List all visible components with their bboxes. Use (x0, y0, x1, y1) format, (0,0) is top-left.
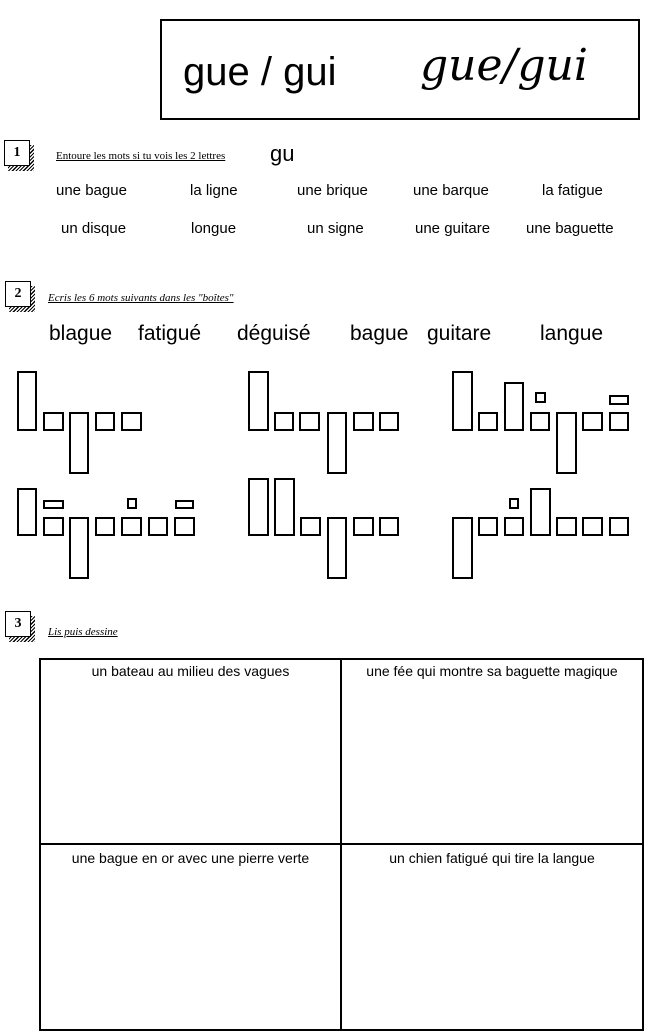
drawing-cell[interactable] (41, 660, 340, 843)
letter-box[interactable] (248, 478, 269, 536)
drawing-cell-caption: un bateau au milieu des vagues (91, 663, 290, 679)
letter-box[interactable] (509, 498, 519, 509)
letter-box[interactable] (174, 517, 195, 536)
letter-box[interactable] (556, 412, 577, 474)
letter-box[interactable] (17, 488, 37, 536)
exercise3-instruction: Lis puis dessine (48, 626, 118, 638)
word-item[interactable]: longue (191, 220, 237, 237)
word-item[interactable]: une baguette (526, 220, 614, 237)
letter-box[interactable] (478, 412, 498, 431)
letter-box[interactable] (175, 500, 194, 509)
letter-box[interactable] (535, 392, 546, 403)
letter-box[interactable] (556, 517, 577, 536)
letter-box[interactable] (327, 412, 347, 474)
exercise-number-1: 1 (4, 140, 30, 166)
letter-box[interactable] (95, 412, 115, 431)
letter-box[interactable] (127, 498, 137, 509)
letter-box[interactable] (299, 412, 320, 431)
word-item[interactable]: une barque (413, 182, 489, 199)
letter-box[interactable] (95, 517, 115, 536)
letter-box[interactable] (300, 517, 321, 536)
letter-box[interactable] (353, 517, 374, 536)
letter-box[interactable] (582, 517, 603, 536)
word-to-write: déguisé (237, 322, 311, 345)
letter-box[interactable] (353, 412, 374, 431)
word-to-write: guitare (427, 322, 492, 345)
letter-box[interactable] (609, 395, 629, 405)
drawing-cell-caption: un chien fatigué qui tire la langue (389, 850, 595, 866)
word-item[interactable]: un signe (307, 220, 364, 237)
letter-box[interactable] (609, 517, 629, 536)
letter-box[interactable] (327, 517, 347, 579)
letter-box[interactable] (504, 517, 524, 536)
letter-box[interactable] (452, 517, 473, 579)
letter-box[interactable] (478, 517, 498, 536)
letter-box[interactable] (248, 371, 269, 431)
letter-box[interactable] (121, 412, 142, 431)
drawing-cell-caption: une bague en or avec une pierre verte (71, 850, 310, 866)
letter-box[interactable] (148, 517, 168, 536)
drawing-cell[interactable] (41, 845, 340, 1029)
letter-box[interactable] (43, 500, 64, 509)
letter-box[interactable] (69, 412, 89, 474)
word-item[interactable]: une bague (56, 182, 127, 199)
letter-box[interactable] (379, 517, 399, 536)
letter-box[interactable] (582, 412, 603, 431)
word-item[interactable]: la fatigue (542, 182, 603, 199)
letter-box[interactable] (530, 412, 550, 431)
title-print: gue / gui (183, 50, 337, 94)
exercise2-instruction: Ecris les 6 mots suivants dans les "boîtes" (48, 292, 234, 304)
letter-box[interactable] (274, 478, 295, 536)
drawing-cell[interactable] (342, 660, 642, 843)
title-cursive: gue/gui (420, 40, 588, 91)
letter-box[interactable] (609, 412, 629, 431)
letter-box[interactable] (43, 412, 64, 431)
exercise-number-3: 3 (5, 611, 31, 637)
word-to-write: blague (49, 322, 113, 345)
letter-box[interactable] (530, 488, 551, 536)
letter-box[interactable] (452, 371, 473, 431)
drawing-cell-caption: une fée qui montre sa baguette magique (366, 663, 618, 679)
letter-box[interactable] (379, 412, 399, 431)
exercise1-instruction: Entoure les mots si tu vois les 2 lettres (56, 150, 226, 162)
letter-box[interactable] (17, 371, 37, 431)
letter-box[interactable] (43, 517, 64, 536)
letter-box[interactable] (121, 517, 142, 536)
exercise-number-2: 2 (5, 281, 31, 307)
word-to-write: langue (540, 322, 604, 345)
letter-box[interactable] (69, 517, 89, 579)
letter-box[interactable] (504, 382, 524, 431)
word-to-write: bague (350, 322, 409, 345)
word-item[interactable]: une guitare (415, 220, 491, 237)
exercise1-letters: gu (270, 141, 295, 166)
letter-box[interactable] (274, 412, 294, 431)
word-to-write: fatigué (138, 322, 202, 345)
word-item[interactable]: la ligne (190, 182, 238, 199)
word-item[interactable]: une brique (297, 182, 368, 199)
drawing-cell[interactable] (342, 845, 642, 1029)
word-item[interactable]: un disque (61, 220, 127, 237)
